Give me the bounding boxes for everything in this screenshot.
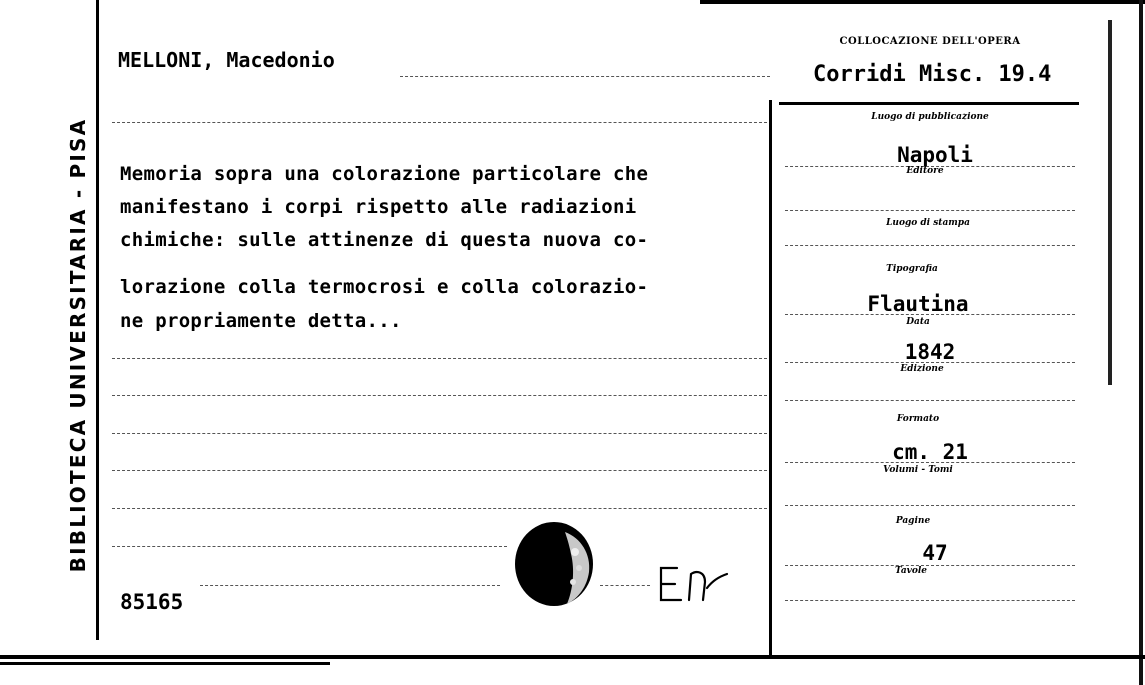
ruled-line [112,358,767,359]
scan-edge-top [700,0,1145,4]
field-rule [785,210,1075,211]
title-line-1: Memoria sopra una colorazione particolare che [120,163,649,185]
ruled-line [112,546,507,547]
ruled-line [112,470,767,471]
card-bottom-border [0,655,1145,659]
formato-value: cm. 21 [892,440,968,464]
ruled-line [112,508,767,509]
handwritten-initials [655,560,755,606]
field-rule [785,462,1075,463]
ruled-line [600,585,650,586]
field-rule [785,400,1075,401]
formato-label: Formato [896,414,940,424]
field-rule [785,245,1075,246]
ruled-line [400,76,770,77]
luogo-pubblicazione-label: Luogo di pubblicazione [871,112,989,122]
luogo-pubblicazione-value: Napoli [897,143,973,167]
field-rule [785,565,1075,566]
volumi-tomi-label: Volumi - Tomi [883,465,953,475]
ruled-line [200,585,500,586]
field-rule [785,600,1075,601]
ruled-line [112,122,767,123]
scan-edge-bottom [0,662,330,665]
initials-text: EN [655,560,657,561]
column-divider [769,100,772,655]
tavole-label: Tavole [894,566,928,576]
field-rule [785,362,1075,363]
author-heading: MELLONI, Macedonio [118,48,335,72]
ruled-line [112,395,767,396]
accession-number: 85165 [120,590,184,614]
scan-edge-right [1139,0,1143,685]
data-label: Data [906,317,930,327]
title-line-4: lorazione colla termocrosi e colla colorazio- [120,276,649,298]
library-stamp: BIBLIOTECA UNIVERSITARIA - PISA [66,117,90,573]
edizione-label: Edizione [900,364,944,374]
title-line-5: ne propriamente detta... [120,310,402,332]
editore-label: Editore [906,166,944,176]
shelf-mark: Corridi Misc. 19.4 [813,62,1052,87]
scan-edge-right-inner [1108,20,1112,385]
field-rule [785,314,1075,315]
title-line-3: chimiche: sulle attinenze di questa nuova co- [120,229,649,251]
left-margin-rule [96,0,99,640]
collocation-label: COLLOCAZIONE DELL'OPERA [839,36,1021,47]
data-value: 1842 [904,340,956,364]
pagine-label: Pagine [895,516,931,526]
luogo-stampa-label: Luogo di stampa [886,218,970,228]
pagine-value: 47 [922,541,948,565]
colloc-divider [779,102,1079,105]
tipografia-value: Flautina [867,292,969,316]
title-line-2: manifestano i corpi rispetto alle radiazioni [120,196,637,218]
tipografia-label: Tipografia [886,264,938,274]
field-rule [785,505,1075,506]
library-seal [513,520,595,608]
ruled-line [112,433,767,434]
